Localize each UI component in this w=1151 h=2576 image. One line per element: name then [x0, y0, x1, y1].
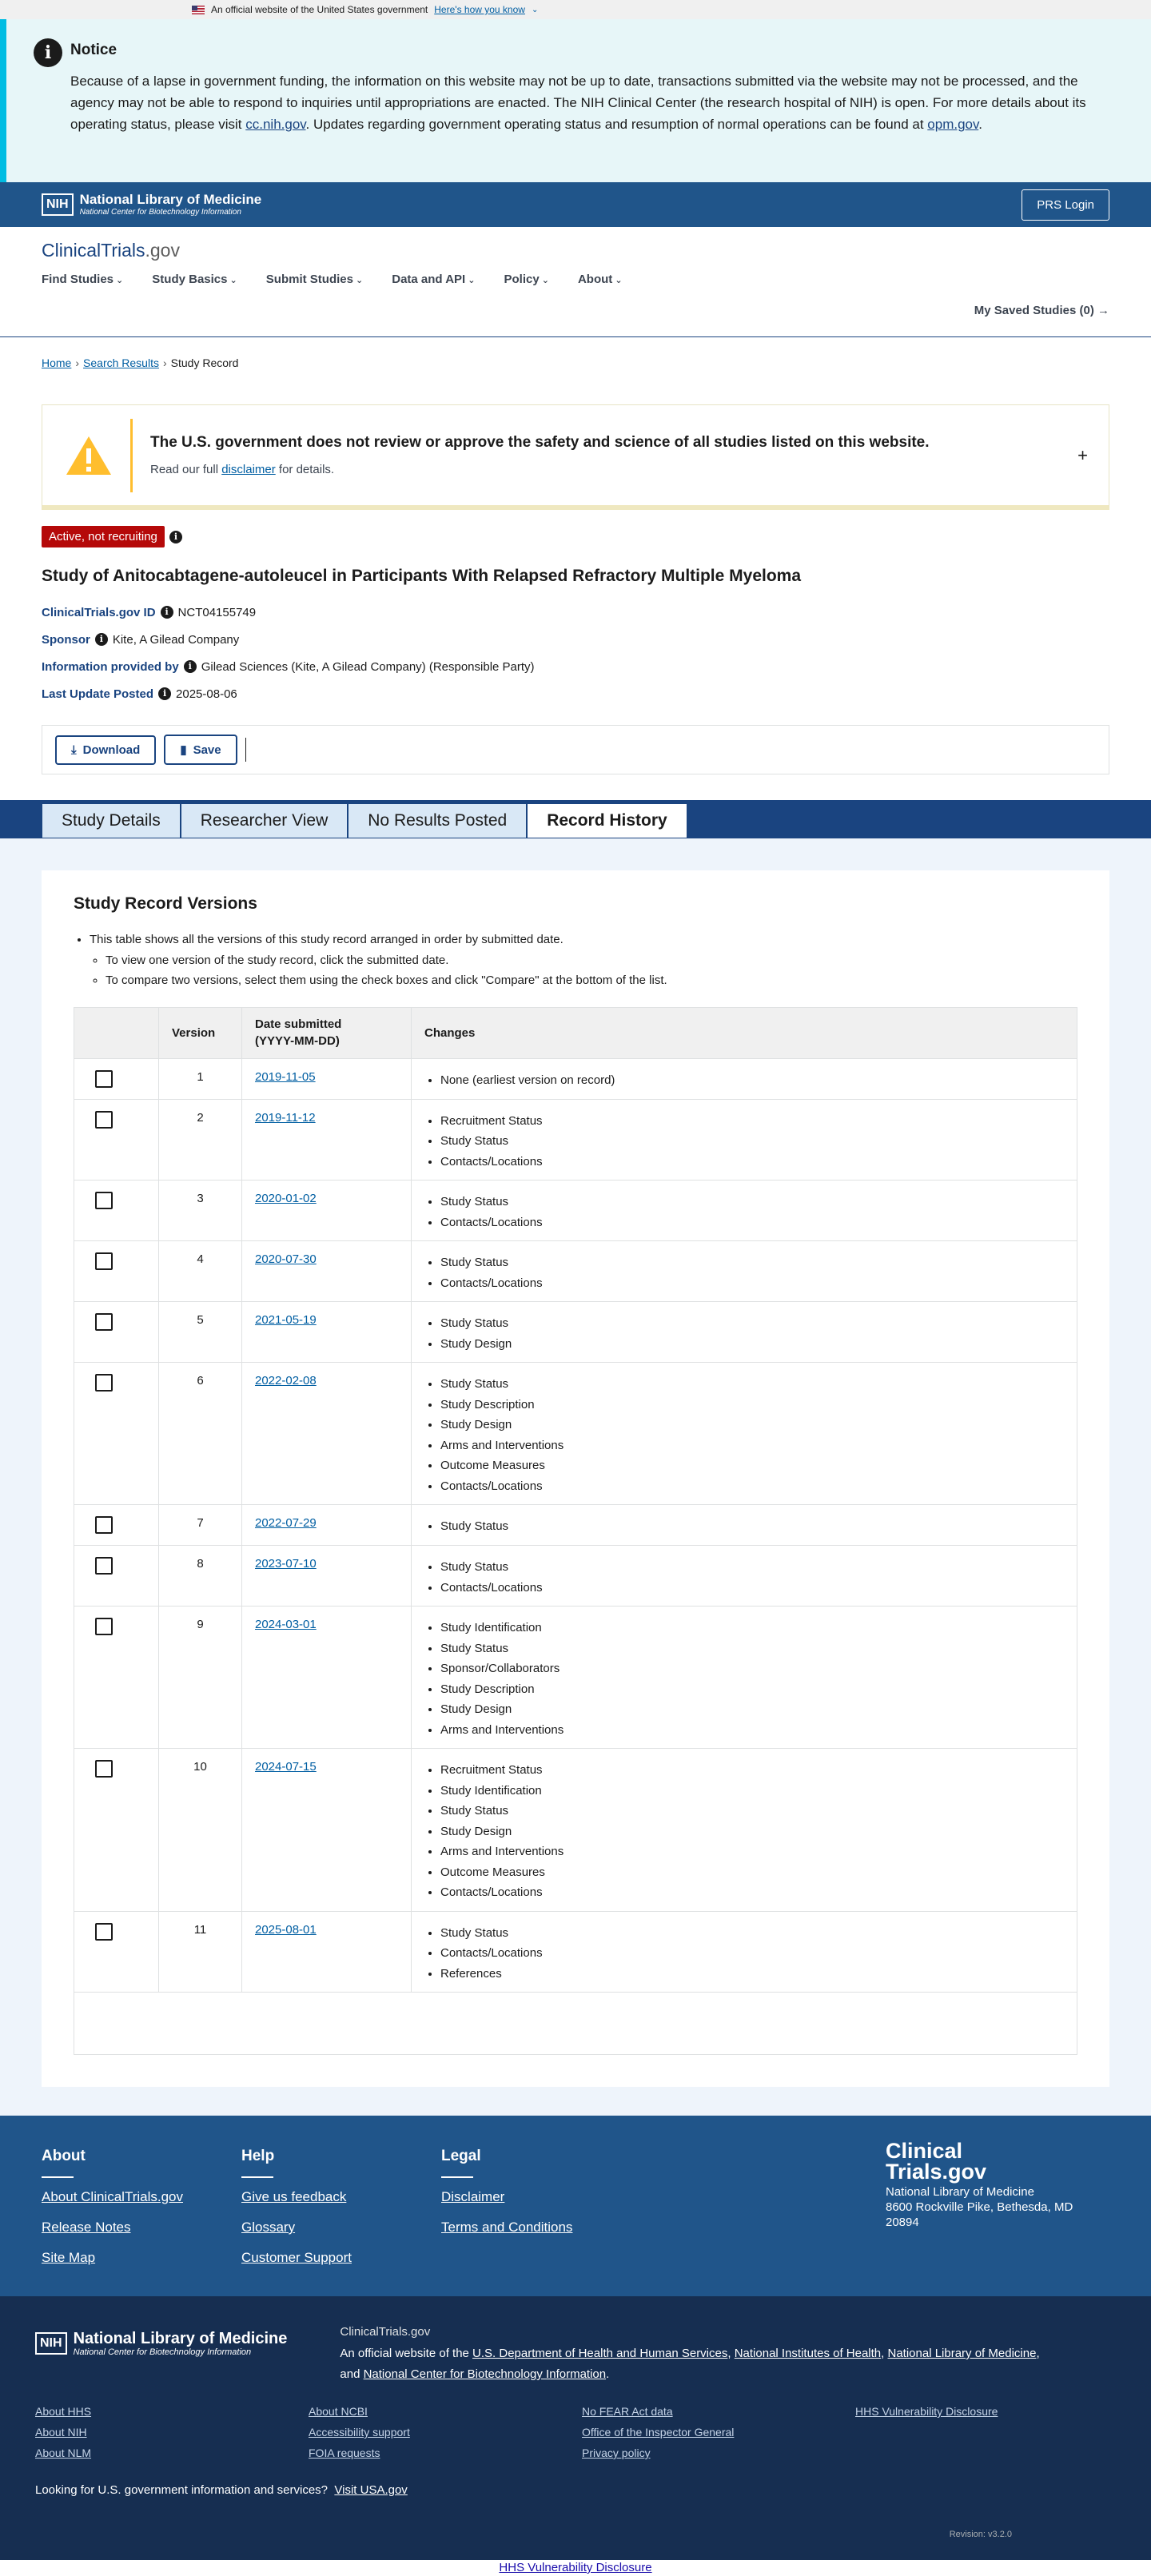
compare-checkbox[interactable]	[95, 1192, 113, 1209]
change-item: • Study Design	[440, 1822, 1064, 1842]
version-date-link[interactable]: 2025-08-01	[255, 1922, 317, 1937]
status-badge: Active, not recruiting	[42, 526, 165, 547]
gov-banner	[0, 0, 1151, 19]
footer-link-terms[interactable]: Terms and Conditions	[441, 2220, 573, 2235]
link-accessibility[interactable]: Accessibility support	[309, 2426, 410, 2439]
compare-checkbox[interactable]	[95, 1070, 113, 1088]
saved-studies-link[interactable]: My Saved Studies (0) →	[974, 304, 1109, 317]
footer-link-release-notes[interactable]: Release Notes	[42, 2220, 131, 2235]
change-item: • Outcome Measures	[440, 1455, 1064, 1476]
status-row	[42, 526, 1109, 547]
breadcrumb-separator: ›	[162, 356, 167, 369]
changes-list	[440, 1760, 1064, 1903]
meta-updated-value: 2025-08-06	[176, 687, 237, 701]
change-item: • Study Status	[440, 1557, 1064, 1578]
link-nlm[interactable]: National Library of Medicine	[887, 2347, 1037, 2360]
col-changes: Changes	[412, 1007, 1077, 1058]
opm-link[interactable]: opm.gov	[927, 117, 979, 133]
change-item: • Contacts/Locations	[440, 1943, 1064, 1964]
breadcrumb-separator: ›	[75, 356, 80, 369]
table-row	[74, 1363, 1077, 1505]
change-item: • Contacts/Locations	[440, 1273, 1064, 1294]
changes-list	[440, 1111, 1064, 1173]
link-about-nih[interactable]: About NIH	[35, 2426, 87, 2439]
disclaimer-alert	[42, 404, 1109, 510]
change-item: • Study Status	[440, 1131, 1064, 1152]
footer-link-site-map[interactable]: Site Map	[42, 2250, 96, 2265]
change-item: • References	[440, 1964, 1064, 1985]
how-you-know-link[interactable]: Here's how you know	[434, 4, 525, 15]
footer-link-feedback[interactable]: Give us feedback	[241, 2189, 347, 2204]
versions-table	[74, 1007, 1077, 2056]
footer-top	[0, 2116, 1151, 2296]
link-about-ncbi[interactable]: About NCBI	[309, 2405, 368, 2418]
col-select	[74, 1007, 159, 1058]
warning-icon	[65, 435, 113, 476]
breadcrumb-current: Study Record	[170, 356, 239, 369]
version-date-link[interactable]: 2020-07-30	[255, 1252, 317, 1266]
info-icon[interactable]: i	[95, 633, 108, 646]
table-row	[74, 1546, 1077, 1607]
study-meta	[42, 599, 1109, 707]
version-date-link[interactable]: 2021-05-19	[255, 1313, 317, 1327]
change-item: • Contacts/Locations	[440, 1212, 1064, 1233]
footer-nlm-logo[interactable]: NIH National Library of Medicine National Center for Biotechnology Information	[35, 2330, 287, 2357]
footer-bottom	[0, 2296, 1151, 2560]
divider	[245, 738, 246, 762]
version-date-link[interactable]: 2020-01-02	[255, 1192, 317, 1205]
chevron-down-icon: ⌄	[531, 5, 539, 14]
changes-list	[440, 1374, 1064, 1496]
meta-id-label: ClinicalTrials.gov ID	[42, 605, 156, 619]
change-item: • Contacts/Locations	[440, 1882, 1064, 1903]
divider	[441, 2176, 473, 2178]
changes-list	[440, 1516, 1064, 1537]
nih-logo-box: NIH	[42, 193, 74, 216]
tab-record-history[interactable]: Record History	[527, 803, 687, 838]
meta-provided-value: Gilead Sciences (Kite, A Gilead Company) (Responsible Party)	[201, 659, 535, 674]
tab-bar	[0, 800, 1151, 838]
compare-checkbox[interactable]	[95, 1618, 113, 1635]
changes-list	[440, 1252, 1064, 1293]
footer-ct-logo[interactable]: Clinical Trials.gov	[886, 2139, 987, 2184]
change-item: • Study Design	[440, 1334, 1064, 1355]
change-item: • Recruitment Status	[440, 1111, 1064, 1132]
version-number: 3	[159, 1181, 242, 1241]
versions-intro: • This table shows all the versions of this study record arranged in order by submitted date. ◦ To view one version of the study record, click the submitted date. ◦ To compare two versions, select them using the check boxes and click "Compare" at the bottom of the list.	[90, 930, 1077, 991]
compare-checkbox[interactable]	[95, 1374, 113, 1392]
version-number: 10	[159, 1749, 242, 1912]
nlm-subtitle: National Center for Biotechnology Information	[79, 207, 241, 217]
change-item: • Study Design	[440, 1699, 1064, 1720]
nlm-header	[0, 182, 1151, 227]
table-row	[74, 1099, 1077, 1181]
footer-link-about-ct[interactable]: About ClinicalTrials.gov	[42, 2189, 183, 2204]
meta-updated-label: Last Update Posted	[42, 687, 154, 701]
link-about-nlm[interactable]: About NLM	[35, 2447, 92, 2459]
download-button[interactable]: ⤓ Download	[55, 735, 156, 765]
footer-link-support[interactable]: Customer Support	[241, 2250, 352, 2265]
nav-study-basics[interactable]: Study Basics ⌄	[152, 273, 237, 286]
versions-heading: Study Record Versions	[74, 894, 257, 913]
version-number: 4	[159, 1241, 242, 1302]
change-item: • Sponsor/Collaborators	[440, 1658, 1064, 1679]
version-date-link[interactable]: 2022-02-08	[255, 1374, 317, 1388]
actions-bar	[42, 725, 1109, 774]
hhs-vuln-bottom	[0, 2560, 1151, 2576]
notice-title: Notice	[70, 42, 117, 58]
info-icon[interactable]: i	[161, 606, 173, 619]
changes-list	[440, 1923, 1064, 1985]
notice-body: Because of a lapse in government funding, the information on this website may not be up to date, transactions submitted via the website may not be processed, and the agency may not be able to respond to inquiries until appropriations are enacted. The NIH Clinical Center (the research hospital of NIH) is open. For more details about its operating status, please visit cc.nih.gov. Updates regarding government operating status and resumption of normal operations can be found at opm.gov.	[70, 74, 1086, 133]
change-item: • Study Status	[440, 1374, 1064, 1395]
table-row	[74, 1302, 1077, 1363]
change-item: • Study Status	[440, 1516, 1064, 1537]
compare-checkbox[interactable]	[95, 1557, 113, 1575]
version-date-link[interactable]: 2019-11-12	[255, 1110, 316, 1125]
change-item: • Study Design	[440, 1415, 1064, 1435]
bookmark-icon: ▮	[180, 743, 187, 757]
nav-policy[interactable]: Policy ⌄	[504, 273, 549, 286]
hhs-vuln-link[interactable]: HHS Vulnerability Disclosure	[499, 2561, 652, 2574]
table-row	[74, 1749, 1077, 1912]
site-header	[0, 227, 1151, 337]
prs-login-button[interactable]: PRS Login	[1022, 189, 1109, 221]
changes-list	[440, 1192, 1064, 1232]
link-foia[interactable]: FOIA requests	[309, 2447, 380, 2459]
breadcrumb-home[interactable]: Home	[42, 356, 72, 369]
version-number: 9	[159, 1607, 242, 1749]
change-item: • Study Identification	[440, 1618, 1064, 1638]
changes-list	[440, 1618, 1064, 1740]
divider	[241, 2176, 273, 2178]
change-item: • Arms and Interventions	[440, 1841, 1064, 1862]
study-title: Study of Anitocabtagene-autoleucel in Participants With Relapsed Refractory Multiple Myeloma	[42, 567, 802, 585]
link-hhs[interactable]: U.S. Department of Health and Human Services	[472, 2347, 728, 2360]
version-date-link[interactable]: 2022-07-29	[255, 1516, 317, 1530]
change-item: • Study Status	[440, 1313, 1064, 1334]
meta-sponsor-label: Sponsor	[42, 632, 90, 647]
table-row	[74, 1505, 1077, 1546]
version-number: 11	[159, 1911, 242, 1993]
disclaimer-heading: The U.S. government does not review or approve the safety and science of all studies listed on this website.	[150, 434, 930, 451]
disclaimer-link[interactable]: disclaimer	[221, 463, 276, 476]
version-date-link[interactable]: 2024-03-01	[255, 1618, 317, 1631]
shutdown-notice	[0, 19, 1151, 182]
footer-ct-label: ClinicalTrials.gov	[340, 2325, 431, 2339]
tab-study-details[interactable]: Study Details	[42, 803, 181, 838]
change-item: • Contacts/Locations	[440, 1578, 1064, 1599]
compare-checkbox[interactable]	[95, 1313, 113, 1331]
usa-gov-row: Looking for U.S. government information and services? Visit USA.gov	[35, 2483, 408, 2497]
changes-list	[440, 1070, 1064, 1091]
nlm-logo[interactable]	[42, 193, 261, 217]
meta-id-value: NCT04155749	[177, 605, 257, 619]
changes-list	[440, 1313, 1064, 1354]
version-date-link[interactable]: 2024-07-15	[255, 1760, 317, 1774]
table-row	[74, 1241, 1077, 1302]
change-item: • Study Status	[440, 1192, 1064, 1212]
compare-checkbox[interactable]	[95, 1111, 113, 1129]
info-icon[interactable]: i	[158, 687, 171, 700]
change-item: • Outcome Measures	[440, 1862, 1064, 1883]
footer-help: Help Give us feedback Glossary Customer Support	[241, 2148, 441, 2264]
link-no-fear[interactable]: No FEAR Act data	[582, 2405, 673, 2418]
version-date-link[interactable]: 2023-07-10	[255, 1557, 317, 1571]
compare-checkbox[interactable]	[95, 1252, 113, 1270]
version-number: 5	[159, 1302, 242, 1363]
breadcrumb	[0, 337, 1151, 388]
link-hhs-vuln[interactable]: HHS Vulnerability Disclosure	[855, 2405, 998, 2418]
version-number: 7	[159, 1505, 242, 1546]
expand-plus-icon[interactable]: +	[1077, 445, 1088, 465]
change-item: • Study Status	[440, 1801, 1064, 1822]
tab-researcher-view[interactable]: Researcher View	[181, 803, 348, 838]
change-item: • Recruitment Status	[440, 1760, 1064, 1781]
footer-link-glossary[interactable]: Glossary	[241, 2220, 296, 2235]
breadcrumb-search-results[interactable]: Search Results	[83, 356, 159, 369]
revision-label: Revision: v3.2.0	[949, 2530, 1012, 2539]
footer-link-disclaimer[interactable]: Disclaimer	[441, 2189, 505, 2204]
compare-checkbox[interactable]	[95, 1923, 113, 1941]
gov-banner-text: An official website of the United States government	[211, 4, 428, 15]
tab-no-results-posted[interactable]: No Results Posted	[348, 803, 527, 838]
nav-find-studies[interactable]: Find Studies ⌄	[42, 273, 123, 286]
change-item: • Study Description	[440, 1679, 1064, 1700]
compare-checkbox[interactable]	[95, 1760, 113, 1778]
footer-address: Clinical Trials.gov National Library of Medicine 8600 Rockville Pike, Bethesda, MD 20894	[886, 2139, 1073, 2229]
clinicaltrials-logo[interactable]: ClinicalTrials.gov	[42, 240, 180, 261]
table-row	[74, 1607, 1077, 1749]
change-item: • Study Status	[440, 1638, 1064, 1659]
visit-usa-link[interactable]: Visit USA.gov	[334, 2483, 408, 2497]
info-icon[interactable]: i	[184, 660, 197, 673]
change-item: • None (earliest version on record)	[440, 1070, 1064, 1091]
nav-about[interactable]: About ⌄	[578, 273, 623, 286]
col-date: Date submitted (YYYY-MM-DD)	[242, 1007, 412, 1058]
change-item: • Arms and Interventions	[440, 1435, 1064, 1456]
meta-sponsor-value: Kite, A Gilead Company	[112, 632, 240, 647]
change-item: • Study Identification	[440, 1781, 1064, 1802]
nlm-title: National Library of Medicine	[79, 192, 262, 208]
save-button[interactable]: ▮ Save	[164, 735, 237, 765]
main-nav	[42, 273, 1109, 286]
change-item: • Study Status	[440, 1923, 1064, 1944]
col-version: Version	[159, 1007, 242, 1058]
footer-official-text: An official website of the U.S. Department of Health and Human Services, National Institutes of Health, National Library of Medicine, and National Center for Biotechnology Information.	[340, 2347, 1040, 2381]
table-row	[74, 1058, 1077, 1099]
footer-about: About About ClinicalTrials.gov Release Notes Site Map	[42, 2148, 241, 2264]
change-item: • Study Description	[440, 1395, 1064, 1415]
compare-checkbox[interactable]	[95, 1516, 113, 1534]
link-oig[interactable]: Office of the Inspector General	[582, 2426, 735, 2439]
link-privacy[interactable]: Privacy policy	[582, 2447, 651, 2459]
change-item: • Contacts/Locations	[440, 1152, 1064, 1173]
meta-provided-label: Information provided by	[42, 659, 179, 674]
link-about-hhs[interactable]: About HHS	[35, 2405, 92, 2418]
version-number: 6	[159, 1363, 242, 1505]
version-number: 1	[159, 1058, 242, 1099]
divider	[42, 2176, 74, 2178]
link-ncbi[interactable]: National Center for Biotechnology Information	[363, 2367, 607, 2381]
version-number: 8	[159, 1546, 242, 1607]
table-footer-row	[74, 1993, 1077, 2055]
footer-links-grid	[35, 2405, 1116, 2459]
info-icon: i	[34, 38, 62, 67]
footer-legal: Legal Disclaimer Terms and Conditions	[441, 2148, 641, 2264]
version-date-link[interactable]: 2019-11-05	[255, 1069, 316, 1084]
disclaimer-text: Read our full disclaimer for details.	[150, 463, 335, 476]
change-item: • Arms and Interventions	[440, 1720, 1064, 1741]
change-item: • Contacts/Locations	[440, 1476, 1064, 1497]
link-nih[interactable]: National Institutes of Health	[734, 2347, 882, 2360]
cc-nih-link[interactable]: cc.nih.gov	[245, 117, 306, 133]
versions-card	[42, 870, 1109, 2087]
changes-list	[440, 1557, 1064, 1598]
nav-submit-studies[interactable]: Submit Studies ⌄	[266, 273, 363, 286]
info-icon[interactable]: i	[169, 531, 182, 543]
download-icon: ⤓	[71, 743, 77, 757]
us-flag-icon	[192, 6, 205, 14]
nav-data-api[interactable]: Data and API ⌄	[392, 273, 475, 286]
record-history-section	[0, 838, 1151, 2116]
table-row	[74, 1181, 1077, 1241]
version-number: 2	[159, 1099, 242, 1181]
table-row	[74, 1911, 1077, 1993]
change-item: • Study Status	[440, 1252, 1064, 1273]
